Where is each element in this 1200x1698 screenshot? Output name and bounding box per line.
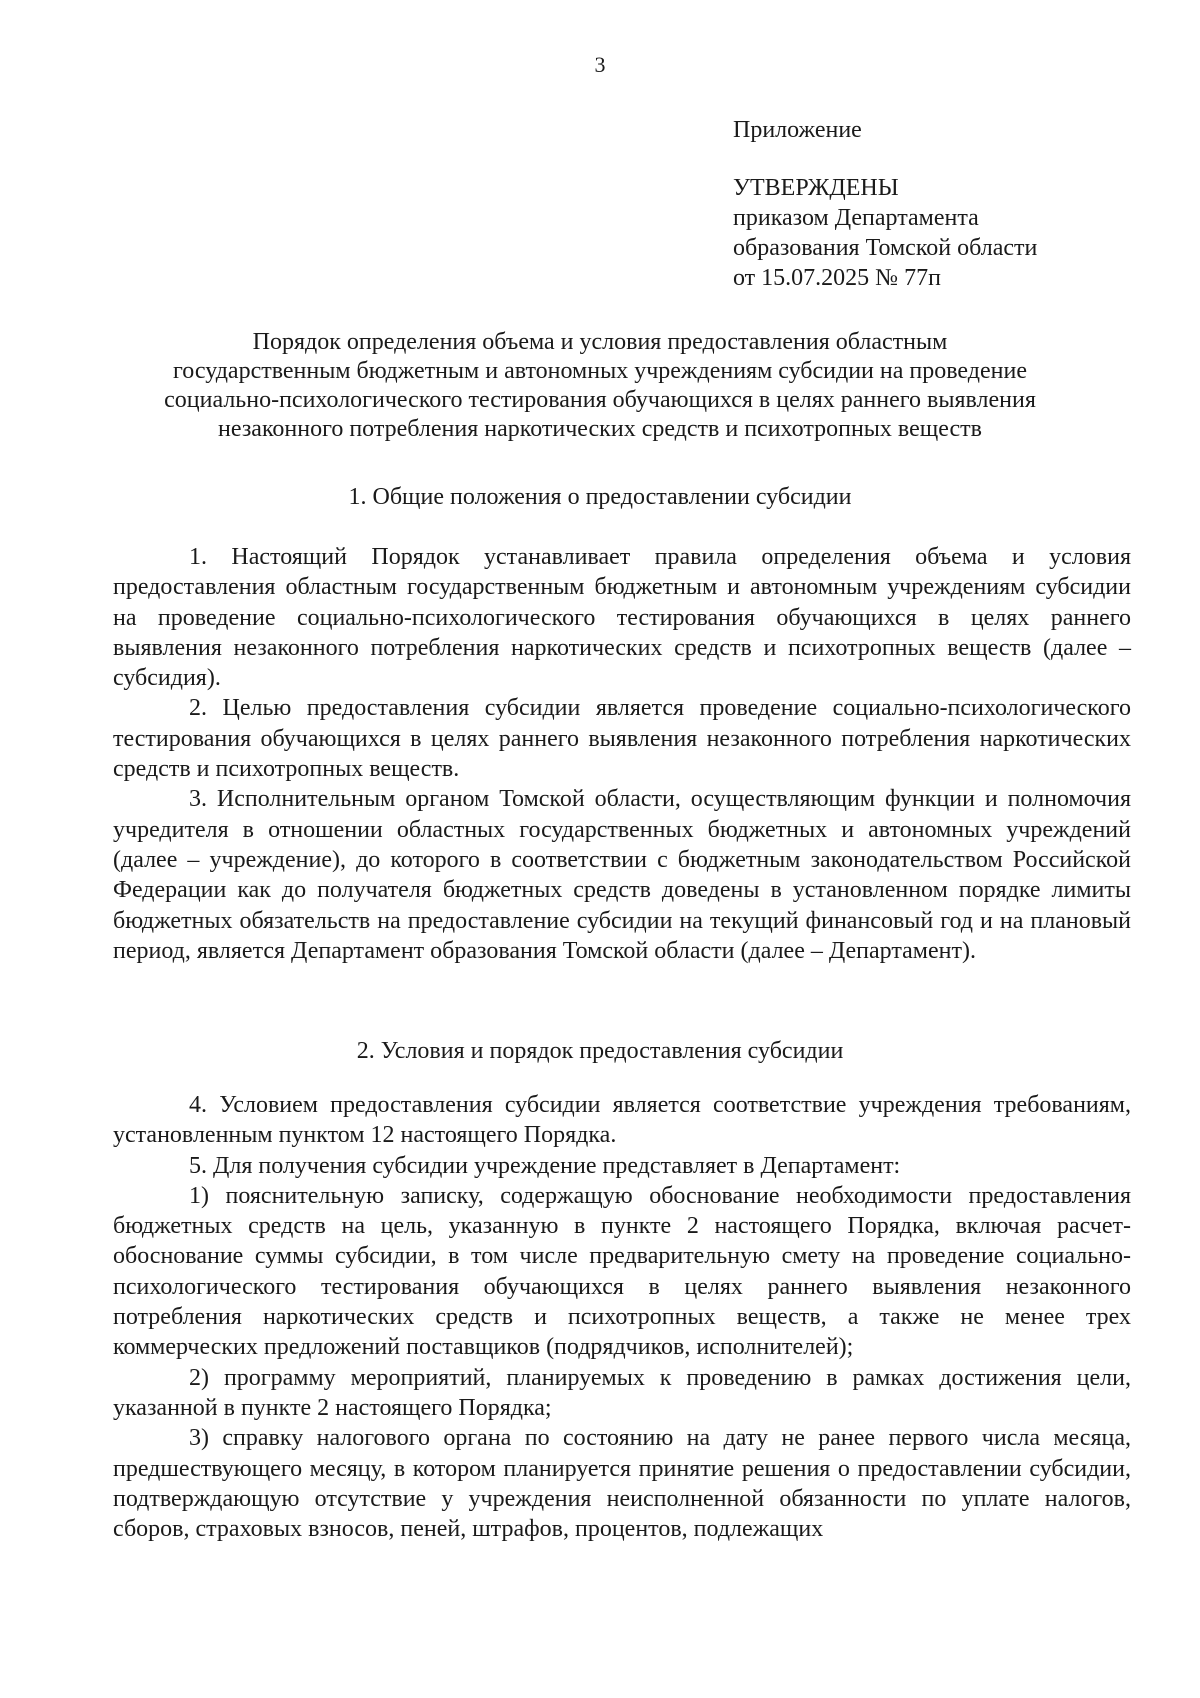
page-number: 3 (594, 52, 606, 77)
paragraph: 5. Для получения субсидии учреждение представляет в Департамент: (189, 1152, 901, 1179)
title-line: государственным бюджетным и автономных учреждениям субсидии на проведение (173, 358, 1027, 384)
paragraph: 2. Целью предоставления субсидии является проведение социально-психологического тестирования обучающихся в целях раннего выявления незаконного потребления наркотических средств и психотропных веществ. (113, 695, 1131, 783)
section-body (113, 542, 1131, 966)
document-title (140, 328, 1060, 444)
title-line: незаконного потребления наркотических средств и психотропных веществ (218, 416, 982, 442)
section-body (113, 1090, 1131, 1544)
approval-block (733, 115, 1037, 293)
paragraph: 2) программу мероприятий, планируемых к проведению в рамках достижения цели, указанной в пункте 2 настоящего Порядка; (113, 1364, 1131, 1421)
paragraph: 1) пояснительную записку, содержащую обоснование необходимости предоставления бюджетных средств на цель, указанную в пункте 2 настоящего Порядка, включая расчет-обоснование суммы субсидии, в том числе предварительную смету на проведение социально-психологического тестирования обучающихся в целях раннего выявления незаконного потребления наркотических средств и психотропных веществ, а также не менее трех коммерческих предложений поставщиков (подрядчиков, исполнителей); (113, 1182, 1131, 1361)
approved-heading: УТВЕРЖДЕНЫ (733, 175, 899, 201)
section-heading: 1. Общие положения о предоставлении субсидии (348, 484, 852, 510)
paragraph: 3. Исполнительным органом Томской области, осуществляющим функции и полномочия учредителя в отношении областных государственных бюджетных и автономных учреждений (далее – учреждение), до которого в соответствии с бюджетным законодательством Российской Федерации как до получателя бюджетных средств доведены в установленном порядке лимиты бюджетных обязательств на предоставление субсидии на текущий финансовый год и на плановый период, является Департамент образования Томской области (далее – Департамент). (113, 786, 1131, 964)
paragraph: 3) справку налогового органа по состоянию на дату не ранее первого числа месяца, предшествующего месяцу, в котором планируется принятие решения о предоставлении субсидии, подтверждающую отсутствие у учреждения неисполненной обязанности по уплате налогов, сборов, страховых взносов, пеней, штрафов, процентов, подлежащих (113, 1425, 1131, 1543)
approval-line: приказом Департамента (733, 205, 979, 231)
appendix-label: Приложение (733, 117, 862, 143)
paragraph: 4. Условием предоставления субсидии является соответствие учреждения требованиям, установленным пунктом 12 настоящего Порядка. (113, 1092, 1131, 1149)
title-line: Порядок определения объема и условия предоставления областным (252, 329, 948, 355)
paragraph: 1. Настоящий Порядок устанавливает правила определения объема и условия предоставления областным государственным бюджетным и автономным учреждениям субсидии на проведение социально-психологического тестирования обучающихся в целях раннего выявления незаконного потребления наркотических средств и психотропных веществ (далее – субсидия). (113, 544, 1131, 692)
title-line: социально-психологического тестирования обучающихся в целях раннего выявления (164, 387, 1036, 413)
approval-line: образования Томской области (733, 235, 1038, 261)
approval-line: от 15.07.2025 № 77п (733, 265, 941, 291)
section-heading: 2. Условия и порядок предоставления субсидии (356, 1038, 844, 1064)
